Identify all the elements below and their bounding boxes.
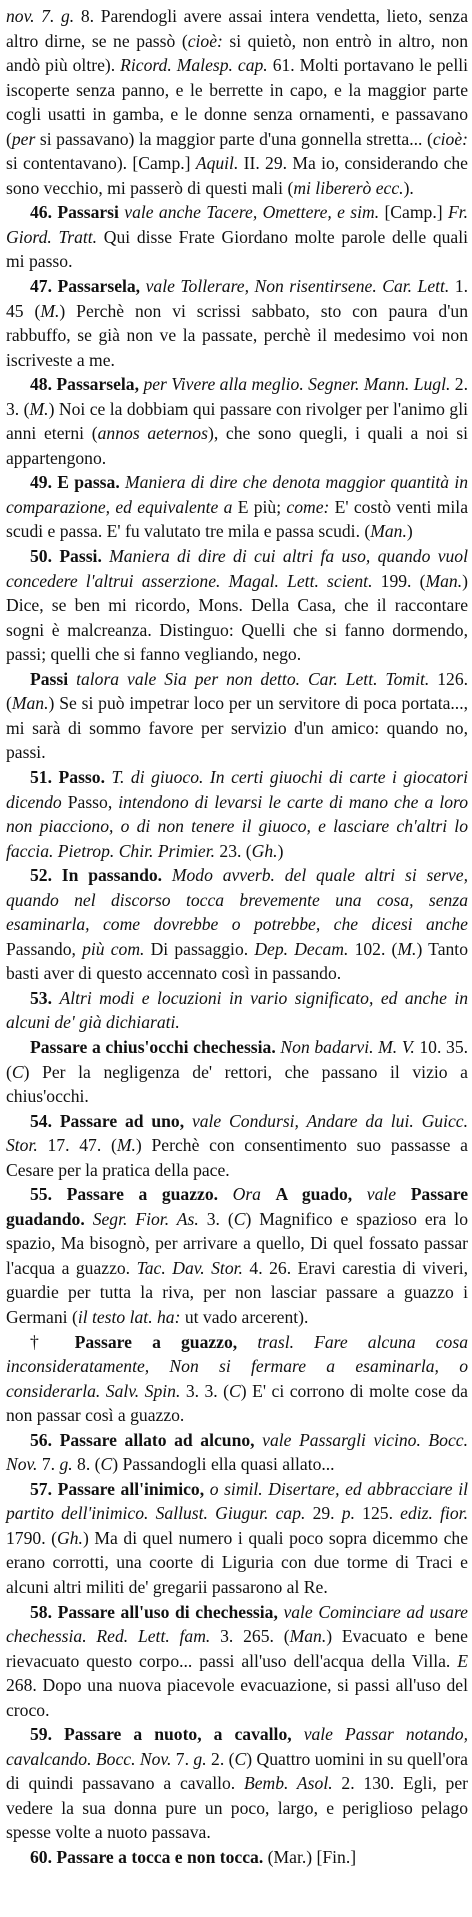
body-text: 61. Molti portavano le pelli iscoperte senza panno, e le berrette in capo, e la maggior parte cogli usatti in gamba, e le donne senza ornamenti, e passavano ( [6, 55, 469, 149]
dictionary-entry [6, 1428, 468, 1477]
italic-text: Maniera di dire di cui altri fa uso, quando vuol concedere l'altrui asserzione. Magal. Lett. scient. [6, 546, 468, 591]
body-text [68, 669, 76, 689]
italic-text: Non badarvi. M. V. [280, 1036, 415, 1057]
italic-text: Fr. Giord. Tratt. [6, 202, 468, 247]
italic-text: nov. 7. g. [6, 6, 75, 26]
entry-headword: Passare a chius'occhi chechessia. [30, 1036, 276, 1057]
dictionary-entry [6, 200, 468, 274]
italic-text: Man. [425, 570, 463, 591]
dictionary-entry [6, 470, 468, 544]
dictionary-entry [6, 863, 468, 986]
body-text: 1. 45 ( [6, 276, 469, 321]
entry-headword: Passare all'uso di chechessia, [57, 1601, 278, 1622]
dictionary-entry [6, 1477, 468, 1600]
dictionary-entry [6, 274, 468, 372]
italic-text: C [100, 1454, 113, 1475]
dictionary-entry [6, 4, 468, 200]
body-text: ) [277, 840, 284, 861]
body-text: ) Per la negligenza de' rettori, che passano il vizio a chius'occhi. [6, 1061, 468, 1107]
entry-headword: Passare a tocca e non tocca. [56, 1847, 264, 1868]
entry-number: 53. [30, 987, 52, 1008]
body-text [52, 1724, 64, 1744]
dictionary-entry [6, 1109, 468, 1183]
italic-text: vale Cominciare ad usare chechessia. Red. Lett. fam. [6, 1601, 468, 1647]
dictionary-entry [6, 1330, 468, 1428]
italic-text: il testo lat. ha: [77, 1306, 181, 1327]
italic-text: vale Condursi, Andare da lui. Guicc. Stor. [6, 1110, 468, 1156]
body-text: 7. [37, 1454, 60, 1475]
italic-text: Tac. Dav. Stor. [136, 1257, 243, 1278]
italic-text: o simil. Disertare, ed abbracciare il partito dell'inimico. Sallust. Giugur. cap. [6, 1478, 468, 1524]
entry-number: 59. [30, 1724, 52, 1745]
body-text: ut vado arcerent). [180, 1306, 309, 1327]
body-text: 102. ( [348, 938, 398, 959]
body-text: E più; [232, 496, 287, 517]
body-text: ) Se si può impetrar loco per un servitore di poca portata..., mi sarà di sommo favore per servizio d'un amico: quando no, passi. [6, 693, 468, 763]
italic-text: g. [59, 1454, 73, 1475]
italic-text: vale Passargli vicino. Bocc. Nov. [6, 1429, 468, 1475]
body-text: 126. ( [6, 668, 469, 714]
body-text: si passavano) la maggior parte d'una gonnella stretta... ( [35, 128, 433, 149]
entry-headword: Passare a guazzo. [66, 1184, 219, 1205]
entry-headword: A guado, [275, 1184, 353, 1205]
entry-number: 49. [30, 472, 52, 493]
body-text: Passando, [6, 938, 83, 959]
entry-headword: Passo. [58, 766, 105, 787]
body-text: 199. ( [372, 570, 426, 591]
entry-headword: E passa. [57, 472, 120, 493]
italic-text: Man. [370, 521, 407, 542]
body-text: 8. ( [72, 1454, 101, 1475]
body-text: E' costò venti mila scudi e passa. E' fu valutato tre mila e passa scudi. ( [6, 496, 468, 542]
italic-text: C [234, 1748, 247, 1769]
body-text [52, 1184, 67, 1204]
entry-number: 55. [30, 1184, 52, 1205]
italic-text: Maniera di dire che denota maggior quantità in comparazione, ed equivalente a [6, 472, 469, 517]
italic-text: M. [29, 398, 49, 419]
body-text: 2. ( [206, 1748, 235, 1769]
italic-text: vale [366, 1184, 397, 1205]
italic-text: M. [116, 1135, 136, 1156]
body-text [162, 865, 172, 885]
entry-headword: In passando. [61, 865, 163, 886]
italic-text: per Vivere alla meglio. Segner. Mann. Lugl. [143, 374, 451, 395]
entry-number: 48. [30, 374, 52, 395]
body-text: Passo, [61, 791, 119, 812]
body-text: si contentavano). [Camp.] [6, 153, 196, 174]
body-text: (Mar.) [Fin.] [263, 1847, 357, 1868]
italic-text: Ricord. Malesp. cap. [120, 55, 268, 76]
italic-text: Gh. [251, 840, 278, 861]
entry-headword: Passi [30, 668, 69, 689]
italic-text: C [229, 1380, 241, 1401]
body-text: 8. Parendogli avere assai intera vendetta, lieto, senza altro dirne, se ne passò ( [6, 6, 469, 51]
italic-text: M. [40, 300, 60, 321]
italic-text: trasl. Fare alcuna cosa inconsideratamente, Non si fermare a esaminarla, o considerarla. Salv. Spin. [6, 1331, 468, 1401]
entry-headword: Passare allato ad alcuno, [59, 1429, 255, 1450]
italic-text: Gh. [57, 1527, 83, 1548]
body-text: ) Magnifico e spazioso era lo spazio, Ma bisognò, per arrivare a quello, Di quel fossato passar l'acqua a guazzo. [6, 1208, 468, 1278]
entry-headword: Passare all'inimico, [57, 1478, 205, 1499]
entry-number: 54. [30, 1110, 52, 1131]
body-text [218, 1184, 233, 1204]
body-text [396, 1184, 411, 1204]
body-text: 125. [354, 1503, 401, 1524]
dictionary-entry [6, 372, 468, 470]
body-text: 268. Dopo una nuova piacevole evacuazione, si passi all'uso del croco. [6, 1675, 468, 1720]
italic-text: C [233, 1208, 246, 1229]
dictionary-entry [6, 1722, 468, 1845]
entry-headword: Passi. [59, 546, 102, 567]
body-text: si quietò, non entrò in altro, non andò più oltre). [6, 30, 469, 76]
italic-text: come: [286, 496, 330, 517]
dictionary-entry [6, 544, 468, 667]
body-text [184, 1111, 192, 1131]
italic-text: più com. [82, 938, 145, 959]
italic-text: vale Tollerare, Non risentirsene. Car. Lett. [145, 276, 450, 297]
body-text [352, 1184, 367, 1204]
entry-number: 60. [30, 1847, 52, 1868]
italic-text: Altri modi e locuzioni in vario significato, ed anche in alcuni de' già dichiarati. [6, 987, 468, 1033]
body-text: ) Evacuato e bene rievacuato questo corpo... passi all'uso dell'acqua della Villa. [6, 1626, 468, 1671]
italic-text: annos aeternos [97, 423, 208, 444]
body-text: 2. 3. ( [6, 374, 468, 419]
body-text: 3. 265. ( [210, 1626, 290, 1647]
italic-text: Bemb. Asol. [243, 1773, 333, 1794]
italic-text: intendono di levarsi le carte di mano che a loro non piacciono, o di non tenere il giuoco, e lasciare ch'altri lo faccia. Pietrop. Chir. Primier. [6, 791, 468, 861]
italic-text: M. [397, 938, 417, 959]
italic-text: ediz. fior. [400, 1503, 468, 1524]
dictionary-entry [6, 986, 468, 1035]
body-text: 7. [171, 1748, 194, 1769]
italic-text: Dep. Decam. [254, 938, 349, 959]
body-text: II. 29. Ma io, considerando che sono vecchio, mi passerò di questi mali ( [6, 153, 468, 198]
body-text: 1790. ( [6, 1527, 58, 1548]
entry-number: 52. [30, 865, 52, 886]
entry-number: 57. [30, 1478, 52, 1499]
italic-text: talora vale Sia per non detto. Car. Lett. Tomit. [76, 668, 430, 689]
body-text [52, 865, 62, 885]
italic-text: cioè: [187, 30, 223, 51]
body-text: ) Dice, se ben mi ricordo, Mons. Della Casa, che il raccontare sogni è malcreanza. Distinguo: Quelli che si fanno dormendo, passi; quelli che si fanno vegliando, nego. [6, 570, 468, 665]
entry-number: 58. [30, 1601, 52, 1622]
italic-text: Man. [289, 1626, 327, 1647]
italic-text: E [457, 1650, 468, 1671]
body-text: ) Ma di quel numero i quali poco sopra dicemmo che erano corrotti, una coorte di Liguria con due torme di Traci e alcuni altri militi de' gregarii passarono al Re. [6, 1527, 469, 1597]
body-text [52, 1430, 60, 1450]
body-text: 3. 3. ( [180, 1380, 230, 1401]
italic-text: C [11, 1061, 24, 1082]
entry-headword: Passare guadando. [6, 1184, 469, 1229]
body-text: 23. ( [215, 840, 252, 861]
body-text: Di passaggio. [144, 938, 255, 959]
body-text [85, 1209, 93, 1229]
italic-text: Modo avverb. del quale altri si serve, quando nel discorso tocca brevemente una cosa, senza esaminarla, come dovrebbe o potrebbe, che dicesi anche [6, 865, 469, 935]
dictionary-entry [6, 667, 468, 765]
italic-text: g. [193, 1748, 207, 1769]
entry-number: 47. [30, 276, 52, 297]
body-text: Qui disse Frate Giordano molte parole delle quali mi passo. [6, 226, 469, 272]
italic-text: T. di giuoco. In certi giuochi di carte i giocatori dicendo [6, 766, 468, 812]
body-text: 3. ( [198, 1208, 234, 1229]
italic-text: mi libererò ecc. [293, 177, 404, 198]
body-text: 10. 35. ( [6, 1036, 469, 1082]
body-text [237, 1332, 257, 1352]
entry-number: 50. [30, 546, 52, 567]
body-text: ) Tanto basti aver di questo accennato così in passando. [6, 938, 468, 984]
body-text [292, 1724, 304, 1744]
body-text: 17. 47. ( [37, 1135, 117, 1156]
body-text: [Camp.] [379, 202, 448, 223]
italic-text: Aquil. [195, 153, 239, 174]
dictionary-entry [6, 1035, 468, 1109]
body-text: ) Passandogli ella quasi allato... [112, 1454, 335, 1475]
dictionary-entry [6, 1600, 468, 1723]
italic-text: cioè: [432, 128, 468, 149]
entry-number: 51. [30, 766, 52, 787]
body-text: ) [406, 521, 413, 542]
italic-text: p. [341, 1503, 355, 1524]
body-text: ) E' ci corrono di molte cose da non passar così a guazzo. [6, 1380, 468, 1426]
body-text: ) Perchè con consentimento suo passasse a Cesare per la pratica della pace. [6, 1135, 468, 1180]
body-text: 4. 26. Eravi carestia di viveri, guardie per tutta la riva, per non lasciar passare a guazzo i Germani ( [6, 1257, 468, 1327]
dictionary-entry [6, 765, 468, 863]
body-text: 29. [305, 1503, 342, 1524]
body-text: ) Quattro uomini in su quell'ora di quindi passavano a cavallo. [6, 1748, 468, 1794]
entry-headword: Passarsi [57, 202, 119, 223]
dictionary-entry [6, 1845, 468, 1870]
italic-text: vale anche Tacere, Omettere, e sim. [124, 202, 380, 223]
body-text [52, 1111, 60, 1131]
italic-text: vale Passar notando, cavalcando. Bocc. Nov. [6, 1724, 468, 1769]
italic-text: Ora [232, 1184, 261, 1205]
italic-text: per [11, 128, 36, 149]
body-text: 2. 130. Egli, per vedere la sua donna pure un poco, largo, e periglioso pelago spesse volte a nuoto passava. [6, 1773, 468, 1843]
italic-text: Man. [11, 693, 49, 714]
dictionary-entry [6, 1182, 468, 1329]
italic-text: Segr. Fior. As. [92, 1208, 199, 1229]
body-text: ) Noi ce la dobbiam qui passare con rivolger per l'animo gli anni eterni ( [6, 398, 468, 444]
entry-number: 46. [30, 202, 52, 223]
body-text: ) Perchè non vi scrissi sabbato, sto con paura d'un rabbuffo, se già non ve la passate, perchè il medesimo voi non iscriveste a me. [6, 300, 468, 370]
body-text: ). [403, 177, 414, 198]
body-text [261, 1184, 276, 1204]
entry-number: 56. [30, 1429, 52, 1450]
entry-headword: Passare a nuoto, a cavallo, [64, 1724, 292, 1745]
body-text: ), che sono quegli, i quali a noi si appartengono. [6, 423, 468, 468]
body-text: † [30, 1331, 75, 1352]
entry-headword: Passarsela, [56, 374, 140, 395]
entry-headword: Passare a guazzo, [74, 1331, 238, 1352]
entry-headword: Passarsela, [57, 276, 141, 297]
entry-headword: Passare ad uno, [59, 1110, 185, 1131]
